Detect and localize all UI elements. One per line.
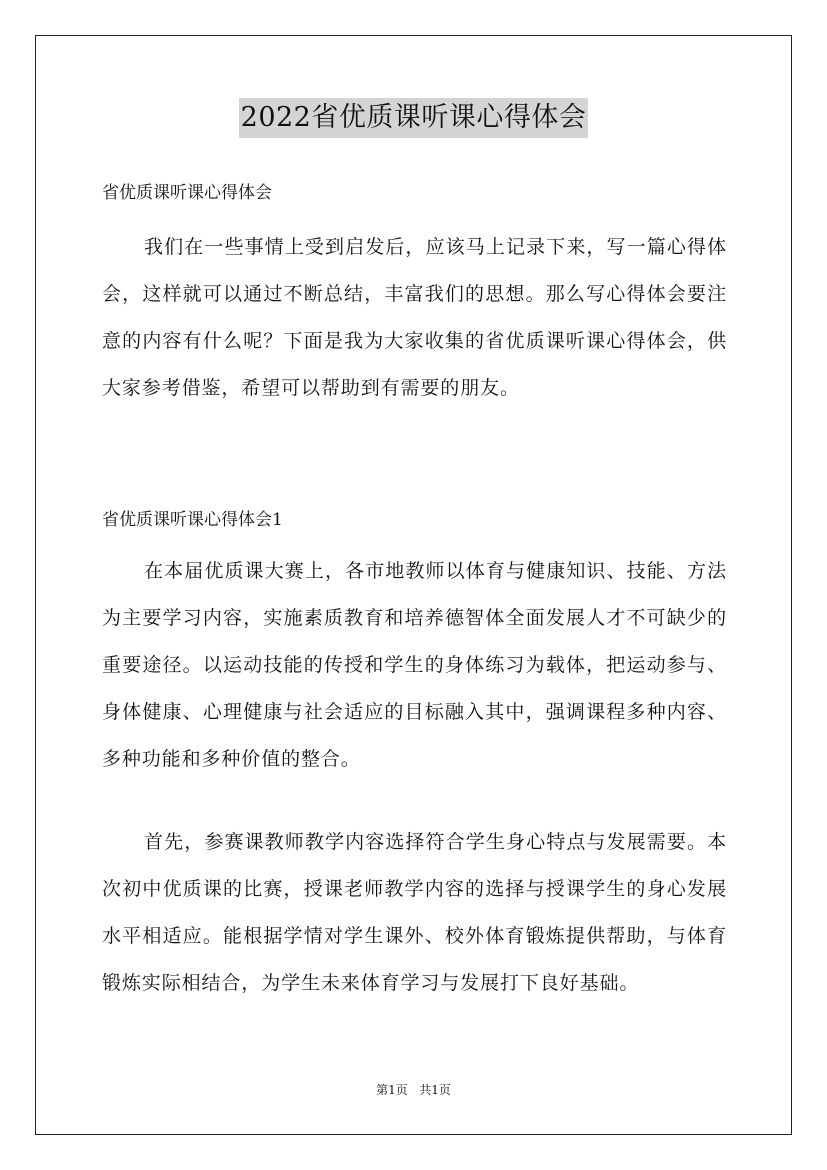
body-paragraph-1: 在本届优质课大赛上，各市地教师以体育与健康知识、技能、方法为主要学习内容，实施素质教育和培养德智体全面发展人才不可缺少的重要途径。以运动技能的传授和学生的身体练习为载体，把运动参与、身体健康、心理健康与社会适应的目标融入其中，强调课程多种内容、多种功能和多种价值的整合。 bbox=[102, 560, 727, 770]
section-heading: 省优质课听课心得体会1 bbox=[102, 510, 283, 530]
title-container bbox=[0, 98, 827, 138]
document-title: 2022省优质课听课心得体会 bbox=[239, 98, 589, 138]
intro-paragraph: 我们在一些事情上受到启发后，应该马上记录下来，写一篇心得体会，这样就可以通过不断总结，丰富我们的思想。那么写心得体会要注意的内容有什么呢？下面是我为大家收集的省优质课听课心得体会，供大家参考借鉴，希望可以帮助到有需要的朋友。 bbox=[102, 236, 727, 399]
page-footer bbox=[0, 1082, 827, 1098]
page-number: 第1页 bbox=[376, 1083, 408, 1097]
body-paragraph-2: 首先，参赛课教师教学内容选择符合学生身心特点与发展需要。本次初中优质课的比赛，授课老师教学内容的选择与授课学生的身心发展水平相适应。能根据学情对学生课外、校外体育锻炼提供帮助，与体育锻炼实际相结合，为学生未来体育学习与发展打下良好基础。 bbox=[102, 831, 727, 994]
document-subtitle: 省优质课听课心得体会 bbox=[102, 183, 272, 203]
page-total: 共1页 bbox=[419, 1083, 451, 1097]
